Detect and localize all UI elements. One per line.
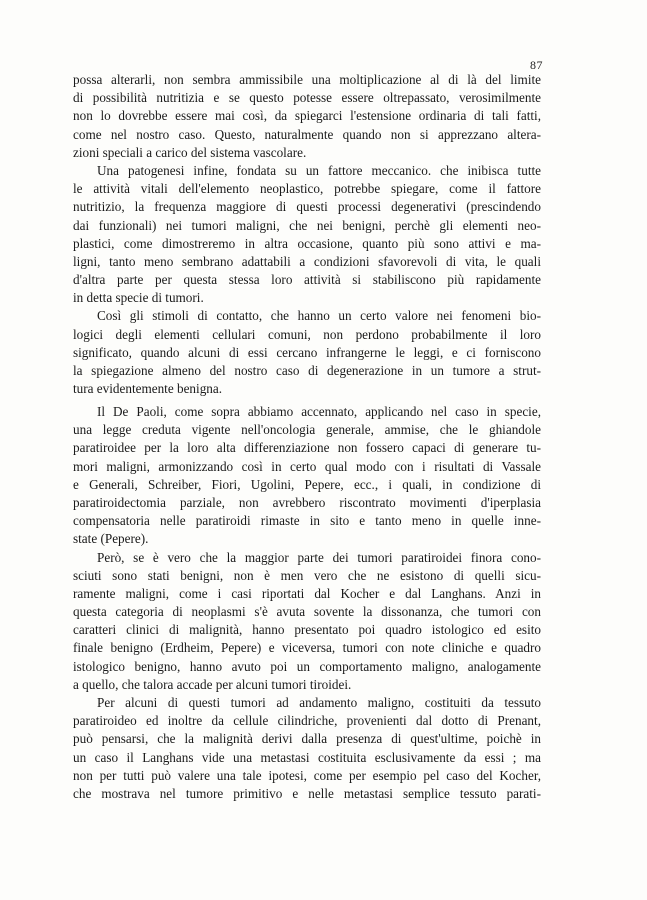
text-line: mori maligni, armonizzando così in certo qual modo con i risultati di Vassale (73, 458, 541, 474)
text-line: questa categoria di neoplasmi s'è avuta sovente la dissonanza, che tumori con (73, 604, 541, 620)
text-line: paratiroideo ed inoltre da cellule cilindriche, provenienti dal dotto di Prenant, (73, 713, 541, 729)
text-line: come nel nostro caso. Questo, naturalmente quando non si apprezzano altera- (73, 126, 541, 142)
text-line: d'altra parte per questa stessa loro attività si stabiliscono più rapidamente (73, 272, 541, 288)
text-line: paratiroidee per la loro alta differenziazione non fossero capaci di generare tu- (73, 440, 541, 456)
paragraph-1 (73, 71, 541, 162)
text-line: zioni speciali a carico del sistema vascolare. (73, 144, 307, 160)
text-section-2 (73, 403, 541, 803)
text-line: ligni, tanto meno sembrano adattabili a condizioni sfavorevoli di vita, le quali (73, 253, 541, 269)
text-line: compensatoria nelle paratiroidi rimaste in sito e tanto meno in quelle inne- (73, 513, 541, 529)
text-line: Però, se è vero che la maggior parte dei tumori paratiroidei finora cono- (97, 549, 541, 565)
text-line: nutritizio, la frequenza maggiore di questi processi degenerativi (prescindendo (73, 199, 541, 215)
text-line: non per tutti può valere una tale ipotesi, come per esempio pel caso del Kocher, (73, 767, 541, 783)
text-line: tura evidentemente benigna. (73, 381, 223, 397)
paragraph-3 (73, 307, 541, 398)
text-line: sciuti sono stati benigni, non è men vero che ne esistono di quelli sicu- (73, 567, 541, 583)
text-line: paratiroidectomia parziale, non avrebbero riscontrato movimenti d'iperplasia (73, 494, 541, 510)
text-line: non lo dovrebbe essere mai così, da spiegarci l'estensione ordinaria di tali fatti, (73, 108, 541, 124)
paragraph-6 (73, 694, 541, 803)
text-line: plastici, come dimostreremo in altra occasione, quanto più sono attivi e ma- (73, 235, 541, 251)
text-line: che mostrava nel tumore primitivo e nelle metastasi semplice tessuto parati- (73, 785, 541, 801)
text-line: a quello, che talora accade per alcuni tumori tiroidei. (73, 676, 352, 692)
text-line: una legge creduta vigente nell'oncologia generale, ammise, che le ghiandole (73, 422, 541, 438)
text-line: dai funzionali) nei tumori maligni, che nei benigni, perchè gli elementi neo- (73, 217, 541, 233)
paragraph-4 (73, 403, 541, 549)
text-line: significato, quando alcuni di essi cercano infrangerne le leggi, e ci forniscono (73, 344, 541, 360)
text-line: in detta specie di tumori. (73, 290, 204, 306)
text-line: può pensarsi, che la malignità derivi dalla presenza di quest'ultime, poichè in (73, 731, 541, 747)
text-line: di possibilità nutritizia e se questo potesse essere oltrepassato, verosimilmente (73, 90, 541, 106)
text-line: istologico benigno, hanno avuto poi un comportamento maligno, analogamente (73, 658, 541, 674)
text-line: Così gli stimoli di contatto, che hanno un certo valore nei fenomeni bio- (97, 308, 541, 324)
text-line: Il De Paoli, come sopra abbiamo accennato, applicando nel caso in specie, (97, 404, 541, 419)
page-number: 87 (530, 58, 543, 72)
text-section-1 (73, 71, 541, 398)
text-line: la spiegazione almeno del nostro caso di degenerazione in un tumore a strut- (73, 363, 541, 378)
paragraph-5 (73, 549, 541, 695)
text-line: le attività vitali dell'elemento neoplastico, potrebbe spiegare, come il fattore (73, 181, 541, 197)
text-line: caratteri clinici di malignità, hanno presentato poi quadro istologico ed esito (73, 622, 541, 638)
text-line: logici degli elementi cellulari comuni, non perdono probabilmente il loro (73, 326, 541, 342)
text-line: Per alcuni di questi tumori ad andamento maligno, costituiti da tessuto (97, 695, 541, 710)
text-line: possa alterarli, non sembra ammissibile una moltiplicazione al di là del limite (73, 72, 541, 87)
text-line: e Generali, Schreiber, Fiori, Ugolini, Pepere, ecc., i quali, in condizione di (73, 476, 541, 492)
paragraph-2 (73, 162, 541, 308)
text-line: finale benigno (Erdheim, Pepere) e viceversa, tumori con note cliniche e quadro (73, 640, 541, 656)
text-line: state (Pepere). (73, 531, 149, 547)
text-line: ramente maligni, come i casi riportati dal Kocher e dal Langhans. Anzi in (73, 585, 541, 601)
text-line: Una patogenesi infine, fondata su un fattore meccanico. che inibisca tutte (97, 162, 541, 178)
text-line: un caso il Langhans vide una metastasi costituita esclusivamente da essi ; ma (73, 749, 541, 765)
